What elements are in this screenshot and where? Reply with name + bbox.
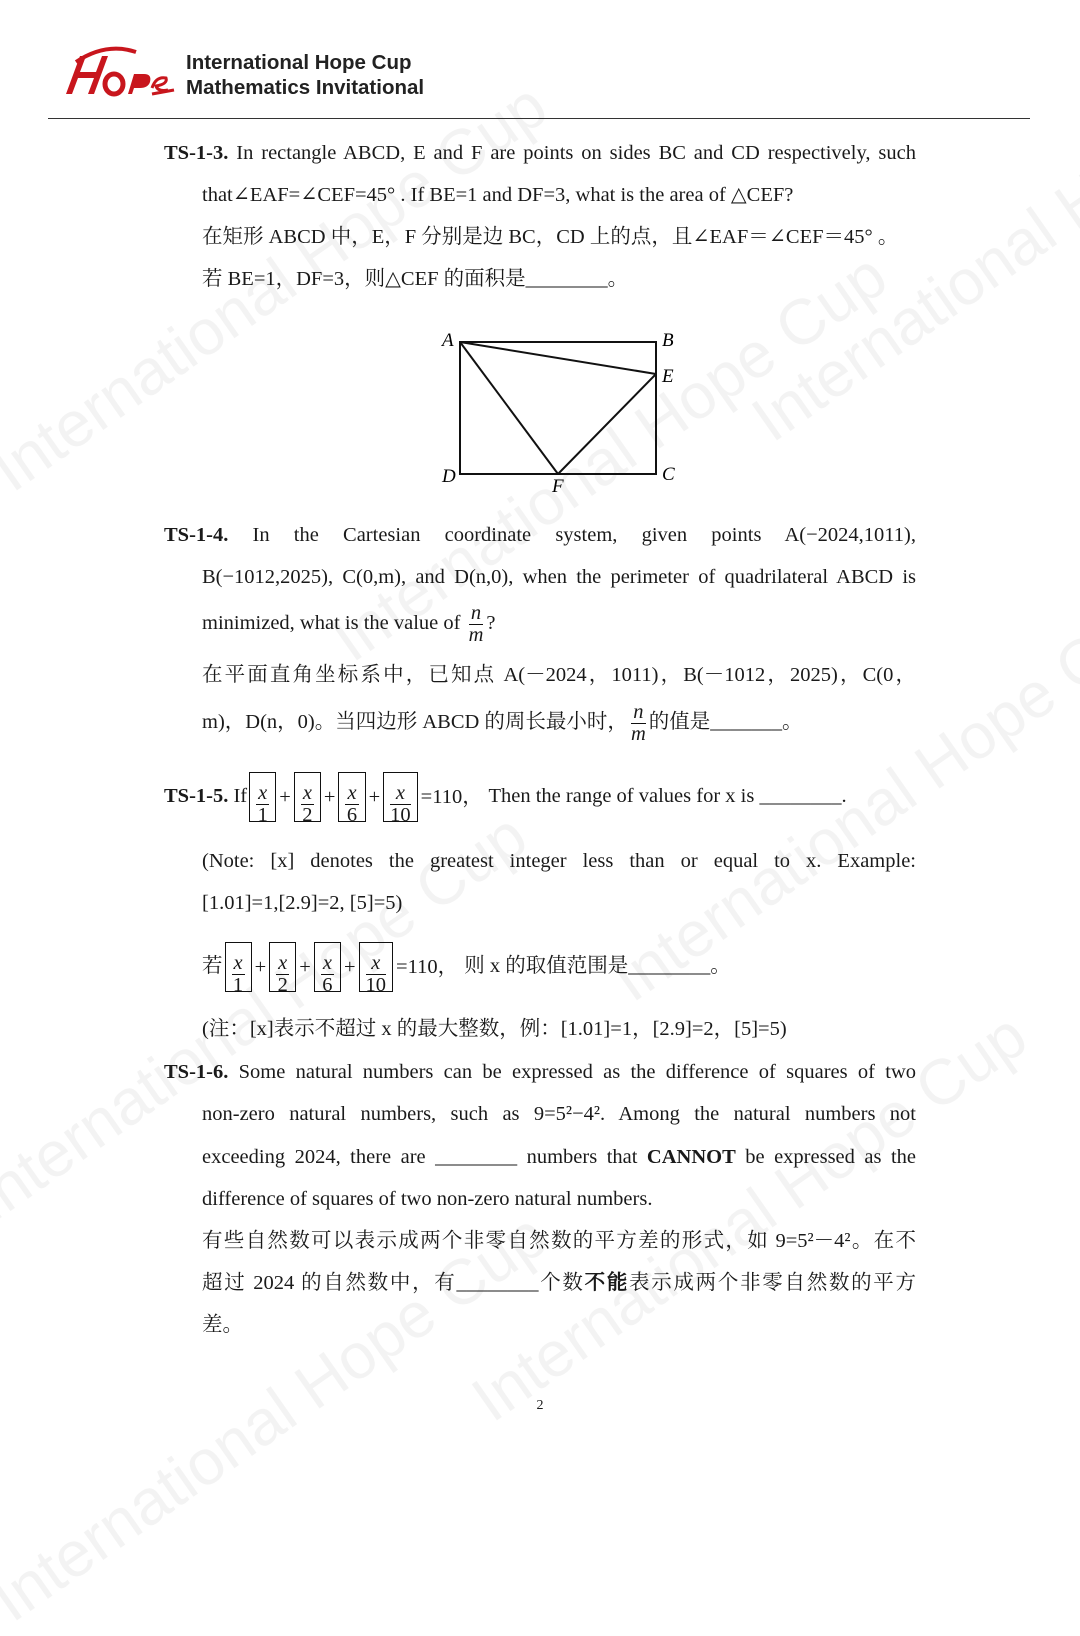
label-C: C: [662, 464, 675, 485]
q4-cn-line-2-text: m)，D(n，0)。当四边形 ABCD 的周长最小时，: [202, 711, 628, 734]
floor-bracket-2: $\frac{x}{2}$: [294, 772, 321, 822]
q3-cn-line-1: 在矩形 ABCD 中，E，F 分别是边 BC，CD 上的点，且∠EAF＝∠CEF＝45° 。: [202, 226, 899, 248]
q4-number: TS-1-4.: [164, 524, 229, 546]
q6-number: TS-1-6.: [164, 1061, 229, 1083]
q5-if: If: [228, 785, 248, 807]
hope-logo: [56, 44, 176, 104]
q6-en-line-2: non-zero natural numbers, such as 9=5²−4². Among the natural numbers not: [202, 1103, 916, 1125]
q5-note-line-2: [1.01]=1,[2.9]=2, [5]=5): [202, 892, 403, 914]
q4-en-line-1: [164, 522, 916, 548]
q4-cn-line-2-tail: 的值是_______。: [648, 711, 803, 734]
q5-en-tail: Then the range of values for x is ________.: [483, 785, 847, 807]
q5-equation-cn: 若 $\frac{x}{1}$ + $\frac{x}{2}$ + $\frac{x}{6}$ + $\frac{x}{10}$ =110， 则 x 的取值范围是________。: [202, 938, 731, 994]
rectangle-diagram: [436, 328, 686, 496]
fraction-n-over-m: $\frac{n}{m}$: [468, 602, 484, 646]
q6-en-line-1-text: Some natural numbers can be expressed as the difference of squares of two: [228, 1061, 916, 1083]
floor-bracket-10: $\frac{x}{10}$: [383, 772, 418, 822]
q4-question-mark: ?: [486, 612, 496, 635]
page-header: [0, 0, 1080, 120]
cannot-emphasis: CANNOT: [646, 1146, 736, 1168]
label-B: B: [662, 330, 674, 351]
brand-line-1: International Hope Cup: [186, 51, 412, 74]
q6-en-line-1: [164, 1059, 916, 1085]
q3-en-line-1: [164, 140, 916, 166]
q3-en-line-1-text: In rectangle ABCD, E and F are points on sides BC and CD respectively, such: [228, 142, 916, 164]
q4-cn-line-2: [202, 702, 803, 745]
label-F: F: [552, 476, 564, 496]
floor-bracket-1: $\frac{x}{1}$: [249, 772, 276, 822]
q4-en-line-1-text: In the Cartesian coordinate system, given points A(−2024,1011),: [228, 524, 916, 546]
floor-bracket-6: $\frac{x}{6}$: [338, 772, 365, 822]
q3-number: TS-1-3.: [164, 142, 229, 164]
q4-en-line-2: B(−1012,2025), C(0,m), and D(n,0), when the perimeter of quadrilateral ABCD is: [202, 566, 916, 588]
q3-cn-line-2: 若 BE=1，DF=3，则△CEF 的面积是________。: [202, 268, 629, 290]
q4-en-line-3-text: minimized, what is the value of: [202, 612, 461, 635]
q5-cn-tail: 则 x 的取值范围是________。: [459, 955, 731, 977]
page-number: 2: [536, 1398, 544, 1413]
fraction-n-over-m-cn: $\frac{n}{m}$: [630, 701, 646, 745]
q6-cn-line-2: 超过 2024 的自然数中，有________个数不能表示成两个非零自然数的平方: [202, 1272, 917, 1294]
q5-equation-en: TS-1-5. If $\frac{x}{1}$ + $\frac{x}{2}$ + $\frac{x}{6}$ + $\frac{x}{10}$ =110， Then the range of values for x is ________.: [164, 768, 847, 824]
q5-cn-if: 若: [202, 955, 223, 977]
label-E: E: [662, 366, 674, 387]
label-D: D: [442, 466, 456, 487]
q5-cn-note: (注：[x]表示不超过 x 的最大整数，例：[1.01]=1，[2.9]=2，[5]=5): [202, 1018, 787, 1040]
q6-cn-line-3: 差。: [202, 1314, 243, 1336]
header-rule: [48, 118, 1030, 119]
brand-line-2: Mathematics Invitational: [186, 76, 425, 99]
q5-equals: =110，: [420, 786, 483, 809]
label-A: A: [442, 330, 454, 351]
q5-number: TS-1-5.: [164, 785, 229, 807]
q4-cn-line-1: 在平面直角坐标系中，已知点 A(－2024，1011)，B(－1012，2025)，C(0，: [202, 664, 916, 686]
q3-en-line-2: that∠EAF=∠CEF=45° . If BE=1 and DF=3, what is the area of △CEF?: [202, 184, 794, 206]
watermark: [0, 1198, 560, 1636]
q5-note-line-1: (Note: [x] denotes the greatest integer less than or equal to x. Example:: [202, 850, 916, 872]
q6-en-line-4: difference of squares of two non-zero natural numbers.: [202, 1188, 653, 1210]
q6-en-line-3: exceeding 2024, there are ________ numbers that CANNOT be expressed as the: [202, 1146, 916, 1168]
buneng-emphasis: 不能: [584, 1272, 630, 1294]
q6-cn-line-1: 有些自然数可以表示成两个非零自然数的平方差的形式，如 9=5²－4²。在不: [202, 1230, 916, 1252]
q4-en-line-3: [202, 603, 496, 646]
